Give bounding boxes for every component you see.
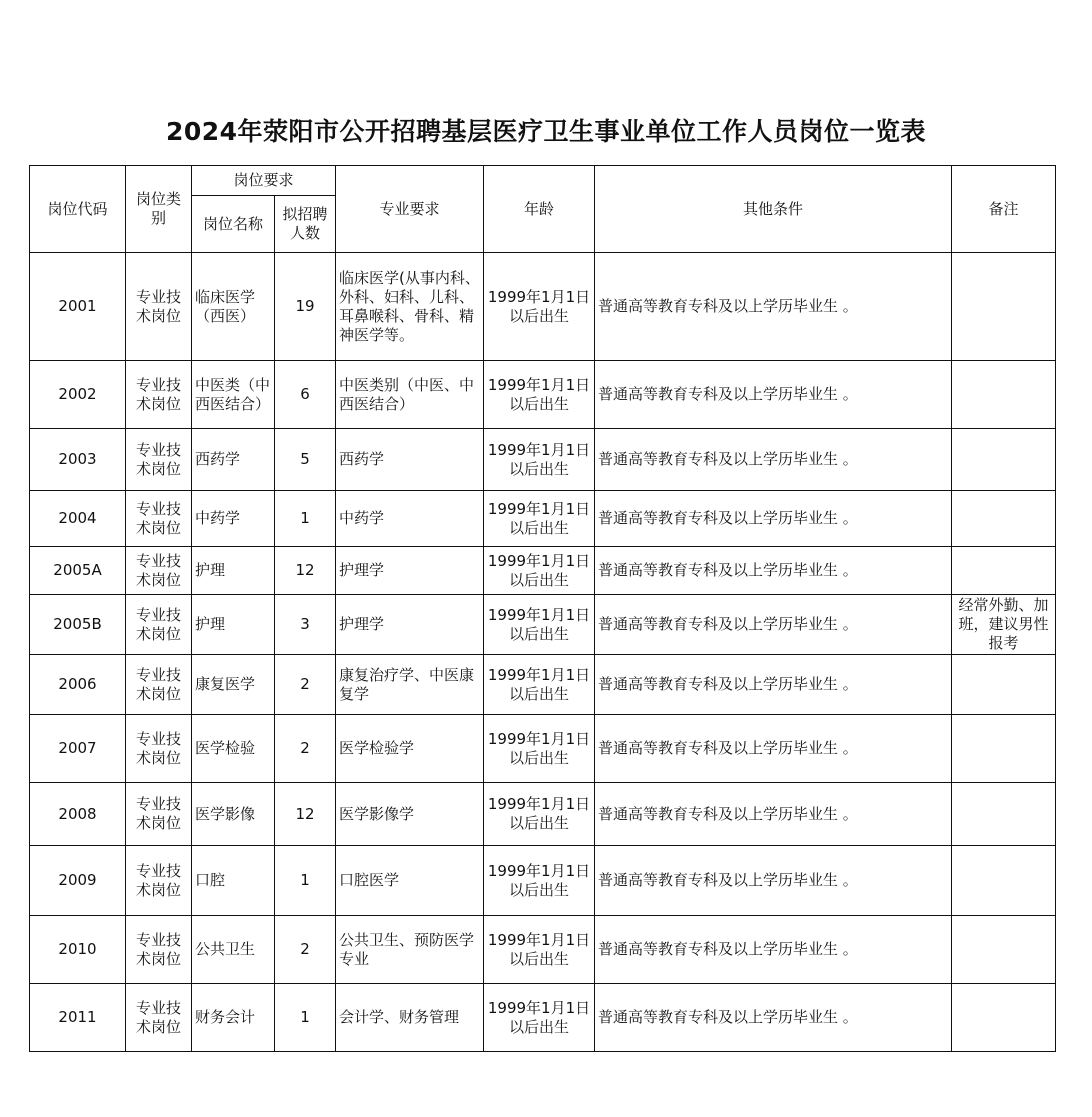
- cell-position-name: 临床医学（西医）: [192, 253, 275, 361]
- table-row: [30, 984, 1056, 1052]
- cell-count: 12: [275, 783, 336, 846]
- cell-major: 会计学、财务管理: [336, 984, 484, 1052]
- cell-category: 专业技术岗位: [126, 655, 192, 715]
- cell-other-conditions: 普通高等教育专科及以上学历毕业生 。: [595, 846, 952, 916]
- header-age: 年龄: [484, 166, 595, 253]
- cell-count: 1: [275, 491, 336, 547]
- cell-age: 1999年1月1日以后出生: [484, 595, 595, 655]
- cell-other-conditions: 普通高等教育专科及以上学历毕业生 。: [595, 429, 952, 491]
- cell-other-conditions: 普通高等教育专科及以上学历毕业生 。: [595, 253, 952, 361]
- cell-note: [952, 783, 1056, 846]
- cell-other-conditions: 普通高等教育专科及以上学历毕业生 。: [595, 916, 952, 984]
- cell-note: [952, 361, 1056, 429]
- page-title: 2024年荥阳市公开招聘基层医疗卫生事业单位工作人员岗位一览表: [165, 117, 927, 146]
- cell-age: 1999年1月1日以后出生: [484, 916, 595, 984]
- cell-category: 专业技术岗位: [126, 846, 192, 916]
- cell-code: 2005B: [30, 595, 126, 655]
- cell-other-conditions: 普通高等教育专科及以上学历毕业生 。: [595, 715, 952, 783]
- cell-age: 1999年1月1日以后出生: [484, 783, 595, 846]
- cell-note: [952, 253, 1056, 361]
- cell-code: 2005A: [30, 547, 126, 595]
- cell-position-name: 康复医学: [192, 655, 275, 715]
- table-row: [30, 655, 1056, 715]
- cell-note: [952, 846, 1056, 916]
- cell-age: 1999年1月1日以后出生: [484, 715, 595, 783]
- cell-code: 2007: [30, 715, 126, 783]
- cell-other-conditions: 普通高等教育专科及以上学历毕业生 。: [595, 655, 952, 715]
- cell-position-name: 护理: [192, 595, 275, 655]
- cell-position-name: 财务会计: [192, 984, 275, 1052]
- cell-note: [952, 655, 1056, 715]
- cell-position-name: 医学检验: [192, 715, 275, 783]
- cell-age: 1999年1月1日以后出生: [484, 361, 595, 429]
- cell-note: [952, 916, 1056, 984]
- cell-major: 医学影像学: [336, 783, 484, 846]
- table-row: [30, 361, 1056, 429]
- cell-count: 3: [275, 595, 336, 655]
- positions-table: [29, 165, 1056, 1052]
- header-code: 岗位代码: [30, 166, 126, 253]
- cell-code: 2003: [30, 429, 126, 491]
- cell-major: 临床医学(从事内科、外科、妇科、儿科、耳鼻喉科、骨科、精神医学等。: [336, 253, 484, 361]
- cell-other-conditions: 普通高等教育专科及以上学历毕业生 。: [595, 783, 952, 846]
- cell-count: 19: [275, 253, 336, 361]
- cell-category: 专业技术岗位: [126, 984, 192, 1052]
- table-row: [30, 253, 1056, 361]
- header-name: 岗位名称: [192, 196, 275, 253]
- header-major: 专业要求: [336, 166, 484, 253]
- cell-count: 6: [275, 361, 336, 429]
- cell-count: 1: [275, 984, 336, 1052]
- cell-code: 2010: [30, 916, 126, 984]
- cell-major: 中医类别（中医、中西医结合）: [336, 361, 484, 429]
- cell-age: 1999年1月1日以后出生: [484, 655, 595, 715]
- cell-age: 1999年1月1日以后出生: [484, 429, 595, 491]
- cell-note: [952, 429, 1056, 491]
- cell-age: 1999年1月1日以后出生: [484, 491, 595, 547]
- cell-code: 2008: [30, 783, 126, 846]
- header-row: [30, 166, 1056, 196]
- cell-major: 康复治疗学、中医康复学: [336, 655, 484, 715]
- cell-category: 专业技术岗位: [126, 253, 192, 361]
- cell-category: 专业技术岗位: [126, 491, 192, 547]
- cell-count: 5: [275, 429, 336, 491]
- table-row: [30, 715, 1056, 783]
- cell-position-name: 中医类（中西医结合）: [192, 361, 275, 429]
- cell-code: 2002: [30, 361, 126, 429]
- header-count: 拟招聘人数: [275, 196, 336, 253]
- cell-position-name: 口腔: [192, 846, 275, 916]
- cell-major: 中药学: [336, 491, 484, 547]
- cell-other-conditions: 普通高等教育专科及以上学历毕业生 。: [595, 361, 952, 429]
- cell-other-conditions: 普通高等教育专科及以上学历毕业生 。: [595, 491, 952, 547]
- cell-category: 专业技术岗位: [126, 916, 192, 984]
- table-row: [30, 846, 1056, 916]
- header-note: 备注: [952, 166, 1056, 253]
- table-row: [30, 916, 1056, 984]
- cell-other-conditions: 普通高等教育专科及以上学历毕业生 。: [595, 984, 952, 1052]
- cell-age: 1999年1月1日以后出生: [484, 984, 595, 1052]
- cell-position-name: 护理: [192, 547, 275, 595]
- cell-position-name: 西药学: [192, 429, 275, 491]
- cell-major: 口腔医学: [336, 846, 484, 916]
- cell-age: 1999年1月1日以后出生: [484, 253, 595, 361]
- table-row: [30, 491, 1056, 547]
- cell-other-conditions: 普通高等教育专科及以上学历毕业生 。: [595, 595, 952, 655]
- cell-note: 经常外勤、加班，建议男性报考: [952, 595, 1056, 655]
- cell-major: 公共卫生、预防医学专业: [336, 916, 484, 984]
- table-row: [30, 595, 1056, 655]
- cell-major: 护理学: [336, 595, 484, 655]
- cell-note: [952, 491, 1056, 547]
- header-category: 岗位类别: [126, 166, 192, 253]
- cell-major: 医学检验学: [336, 715, 484, 783]
- table-row: [30, 429, 1056, 491]
- cell-code: 2011: [30, 984, 126, 1052]
- cell-age: 1999年1月1日以后出生: [484, 846, 595, 916]
- cell-major: 西药学: [336, 429, 484, 491]
- cell-count: 2: [275, 655, 336, 715]
- table-row: [30, 547, 1056, 595]
- cell-other-conditions: 普通高等教育专科及以上学历毕业生 。: [595, 547, 952, 595]
- cell-count: 2: [275, 916, 336, 984]
- table-row: [30, 783, 1056, 846]
- cell-major: 护理学: [336, 547, 484, 595]
- cell-count: 2: [275, 715, 336, 783]
- cell-position-name: 中药学: [192, 491, 275, 547]
- cell-note: [952, 984, 1056, 1052]
- cell-category: 专业技术岗位: [126, 783, 192, 846]
- cell-category: 专业技术岗位: [126, 715, 192, 783]
- cell-note: [952, 547, 1056, 595]
- cell-position-name: 公共卫生: [192, 916, 275, 984]
- cell-position-name: 医学影像: [192, 783, 275, 846]
- cell-code: 2004: [30, 491, 126, 547]
- cell-category: 专业技术岗位: [126, 429, 192, 491]
- cell-age: 1999年1月1日以后出生: [484, 547, 595, 595]
- cell-note: [952, 715, 1056, 783]
- cell-code: 2001: [30, 253, 126, 361]
- cell-category: 专业技术岗位: [126, 547, 192, 595]
- cell-code: 2009: [30, 846, 126, 916]
- header-other: 其他条件: [595, 166, 952, 253]
- header-requirement-group: 岗位要求: [192, 166, 336, 196]
- cell-count: 12: [275, 547, 336, 595]
- cell-category: 专业技术岗位: [126, 361, 192, 429]
- cell-count: 1: [275, 846, 336, 916]
- cell-category: 专业技术岗位: [126, 595, 192, 655]
- cell-code: 2006: [30, 655, 126, 715]
